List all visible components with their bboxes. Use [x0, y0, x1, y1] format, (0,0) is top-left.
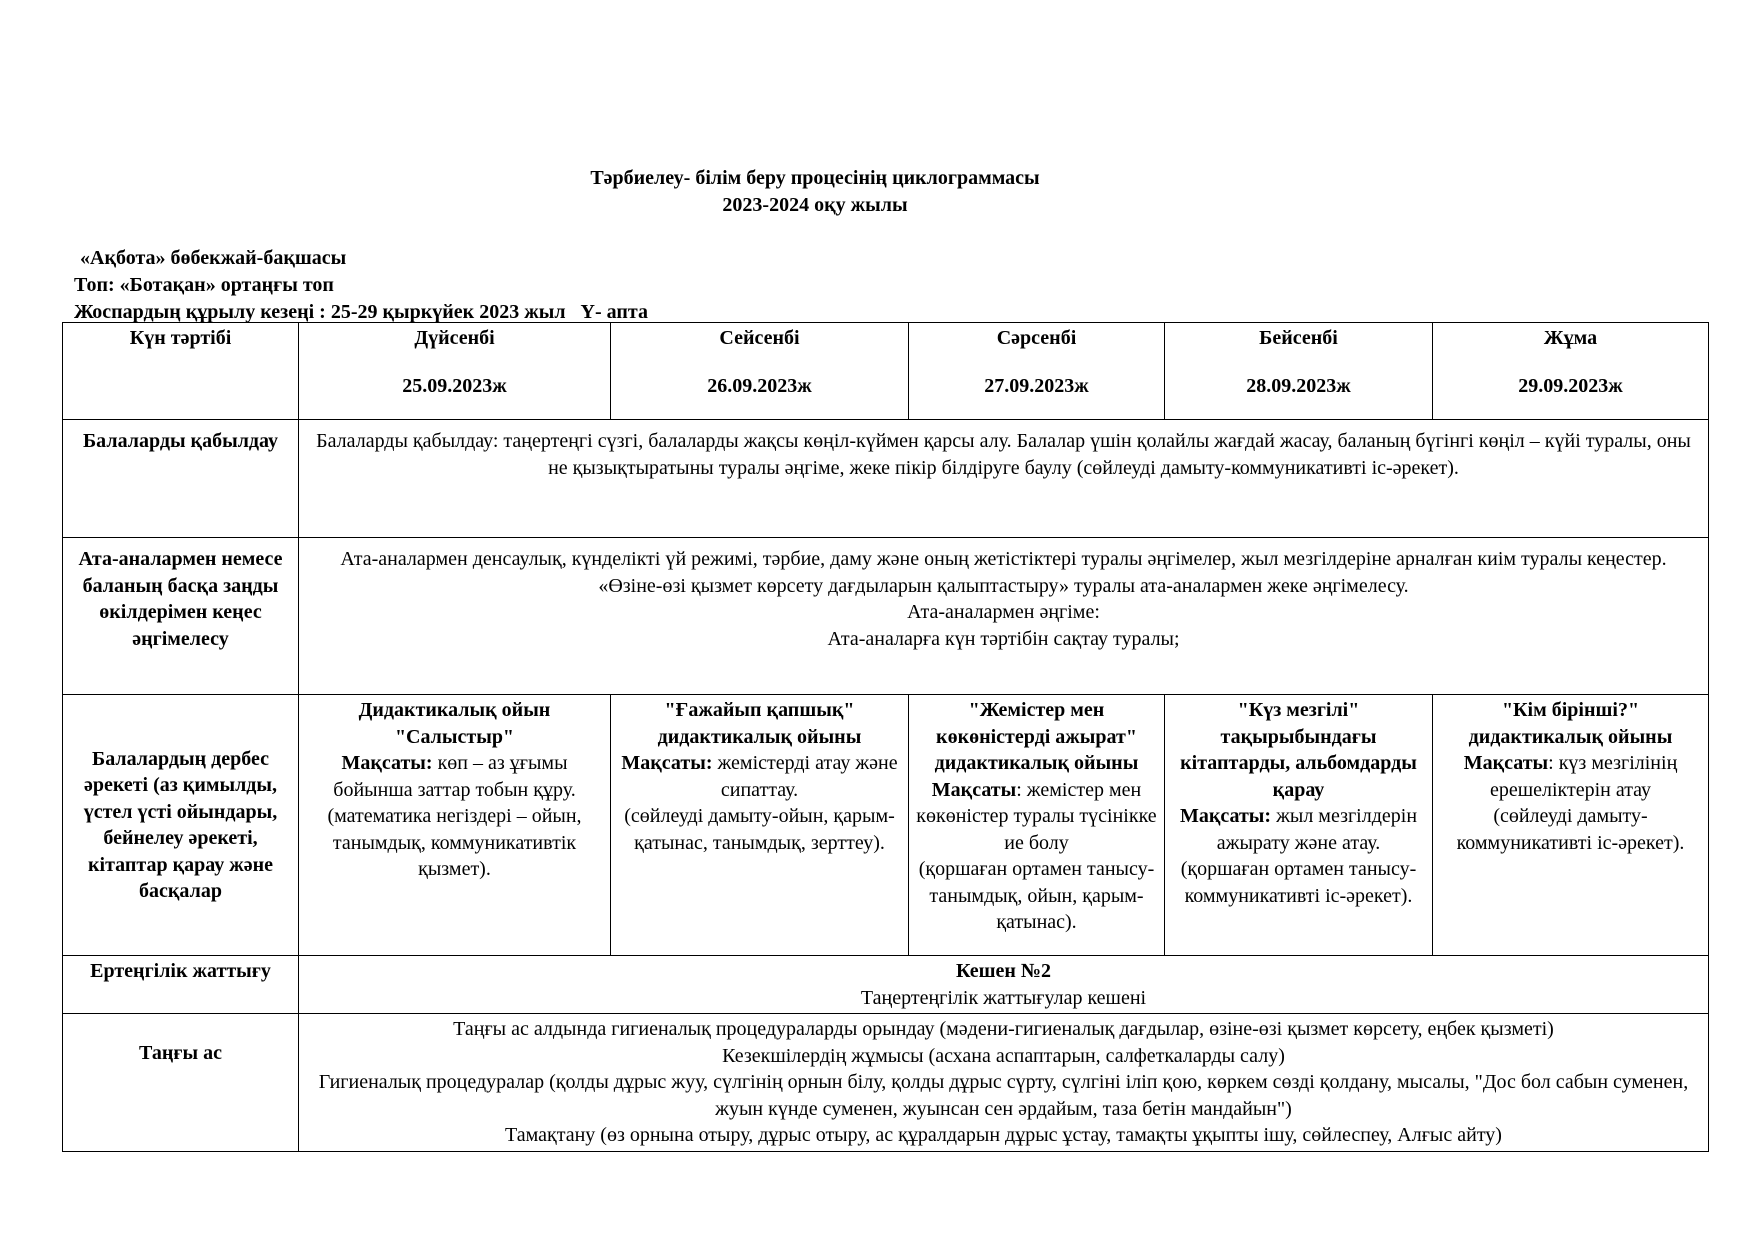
activity-goal [305, 750, 604, 803]
goal-text: : күз мезгілінің ерешеліктерін атау [1489, 752, 1678, 801]
row-label-breakfast: Таңғы ас [63, 1014, 299, 1152]
activity-goal [1439, 750, 1702, 803]
header-day-thursday [1165, 323, 1433, 420]
activity-note: (математика негіздері – ойын, танымдық, коммуникативтік қызмет). [327, 805, 582, 880]
activity-title: "Жемістер мен көкөністерді ажырат" дидактикалық ойыны [934, 699, 1139, 774]
breakfast-line-2: Кезекшілердің жұмысы (асхана аспаптарын, салфеткаларды салу) [722, 1044, 1285, 1067]
row-activity [63, 695, 1709, 956]
row-breakfast [63, 1014, 1709, 1152]
header-schedule-label: Күн тәртібі [63, 323, 299, 420]
exercise-text [299, 956, 1709, 1014]
row-label-parents: Ата-аналармен немесе баланың басқа заңды өкілдерімен кеңес әңгімелесу [63, 538, 299, 695]
activity-title: "Күз мезгілі" тақырыбындағы кітаптарды, альбомдарды қарау [1180, 699, 1417, 801]
breakfast-line-1: Таңғы ас алдында гигиеналық процедураларды орындау (мәдени-гигиеналық дағдылар, өзіне-өзі қызмет көрсету, еңбек қызметі) [453, 1018, 1554, 1040]
title-line-2: 2023-2024 оқу жылы [722, 194, 908, 216]
header-day-wednesday [909, 323, 1165, 420]
day-name: Жұма [1543, 327, 1598, 349]
plan-meta [74, 245, 648, 326]
row-label-reception: Балаларды қабылдау [63, 420, 299, 538]
goal-text: жемістерді атау және сипаттау. [712, 752, 898, 801]
parents-text [299, 538, 1709, 695]
row-label-activity: Балалардың дербес әрекеті (аз қимылды, үстел үсті ойындары, бейнелеу әрекеті, кітаптар қарау және басқалар [63, 695, 299, 956]
goal-label: Мақсаты [1463, 752, 1549, 774]
day-name: Бейсенбі [1259, 327, 1338, 349]
activity-note: (қоршаған ортамен танысу-танымдық, ойын, қарым-қатынас). [918, 858, 1155, 933]
row-parents [63, 538, 1709, 695]
activity-wednesday [909, 695, 1165, 956]
exercise-title: Кешен №2 [956, 960, 1051, 982]
parents-line-2: «Өзіне-өзі қызмет көрсету дағдыларын қалыптастыру» туралы ата-аналармен жеке әңгімелесу. [598, 574, 1409, 597]
goal-label: Мақсаты: [1179, 805, 1272, 827]
header-day-friday [1433, 323, 1709, 420]
document-title [0, 165, 1630, 219]
row-reception [63, 420, 1709, 538]
activity-thursday [1165, 695, 1433, 956]
parents-line-3: Ата-аналармен әңгіме: [907, 601, 1100, 623]
activity-title: "Кім бірінші?" дидактикалық ойыны [1468, 699, 1673, 748]
activity-goal [1171, 803, 1426, 856]
parents-line-4: Ата-аналарға күн тәртібін сақтау туралы; [827, 627, 1180, 650]
goal-text: : жемістер мен көкөністер туралы түсінікке ие болу [916, 778, 1157, 854]
header-day-monday [299, 323, 611, 420]
day-name: Сейсенбі [719, 327, 800, 349]
title-line-1: Тәрбиелеу- білім беру процесінің циклограммасы [590, 167, 1040, 189]
activity-note: (сөйлеуді дамыту-ойын, қарым-қатынас, танымдық, зерттеу). [624, 805, 895, 854]
day-name: Сәрсенбі [996, 327, 1077, 349]
breakfast-line-3: Гигиеналық процедуралар (қолды дұрыс жуу, сүлгінің орнын білу, қолды дұрыс сүрту, сүлгіні іліп қою, көркем сөзді қолдану, мысалы, "Дос бол сабын суменен, жуын күнде суменен, жуынсан сен әрдайым, таза бетін мандайын") [318, 1071, 1689, 1120]
activity-friday [1433, 695, 1709, 956]
breakfast-line-4: Тамақтану (өз орнына отыру, дұрыс отыру, ас құралдарын дұрыс ұстау, тамақты ұқыпты ішу, сөйлеспеу, Алғыс айту) [505, 1124, 1502, 1146]
day-date: 26.09.2023ж [707, 374, 812, 397]
exercise-description: Таңертеңгілік жаттығулар кешені [860, 986, 1147, 1009]
activity-title: "Ғажайып қапшық" дидактикалық ойыны [657, 699, 862, 748]
activity-note: (сөйлеуді дамыту-коммуникативті іс-әрекет). [1456, 805, 1685, 854]
day-date: 29.09.2023ж [1518, 374, 1623, 397]
goal-text: көп – аз ұғымы бойынша заттар тобын құру. [333, 752, 576, 801]
header-day-tuesday [611, 323, 909, 420]
day-date: 28.09.2023ж [1246, 374, 1351, 397]
breakfast-text [299, 1014, 1709, 1152]
table-header-row [63, 323, 1709, 420]
parents-line-1: Ата-аналармен денсаулық, күнделікті үй режимі, тәрбие, даму және оның жетістіктері туралы әңгімелер, жыл мезгілдеріне арналған киім туралы кеңестер. [340, 548, 1667, 570]
group-name: Топ: «Ботақан» ортаңғы топ [74, 274, 334, 296]
goal-label: Мақсаты: [621, 752, 713, 774]
day-name: Дүйсенбі [414, 327, 495, 349]
activity-title: Дидактикалық ойын "Салыстыр" [358, 699, 551, 748]
plan-period: Жоспардың құрылу кезеңі : 25-29 қыркүйек 2023 жыл Ү- апта [74, 301, 648, 323]
goal-label: Мақсаты [931, 778, 1017, 801]
activity-tuesday [611, 695, 909, 956]
activity-note: (қоршаған ортамен танысу-коммуникативті іс-әрекет). [1180, 858, 1417, 907]
day-date: 25.09.2023ж [402, 374, 507, 397]
activity-goal [915, 777, 1158, 857]
activity-monday [299, 695, 611, 956]
schedule-table [62, 322, 1709, 1152]
row-exercise [63, 956, 1709, 1014]
kindergarten-name: «Ақбота» бөбекжай-бақшасы [80, 247, 347, 269]
activity-goal [617, 750, 902, 803]
goal-label: Мақсаты: [341, 752, 433, 774]
day-date: 27.09.2023ж [984, 374, 1089, 397]
goal-text: жыл мезгілдерін ажырату және атау. [1216, 805, 1418, 854]
reception-text: Балаларды қабылдау: таңертеңгі сүзгі, балаларды жақсы көңіл-күймен қарсы алу. Балалар үшін қолайлы жағдай жасау, баланың бүгінгі көңіл – күйі туралы, оны не қызықтыратыны туралы әңгіме, жеке пікір білдіруге баулу (сөйлеуді дамыту-коммуникативті іс-әрекет). [299, 420, 1709, 538]
row-label-exercise: Ертеңгілік жаттығу [63, 956, 299, 1014]
